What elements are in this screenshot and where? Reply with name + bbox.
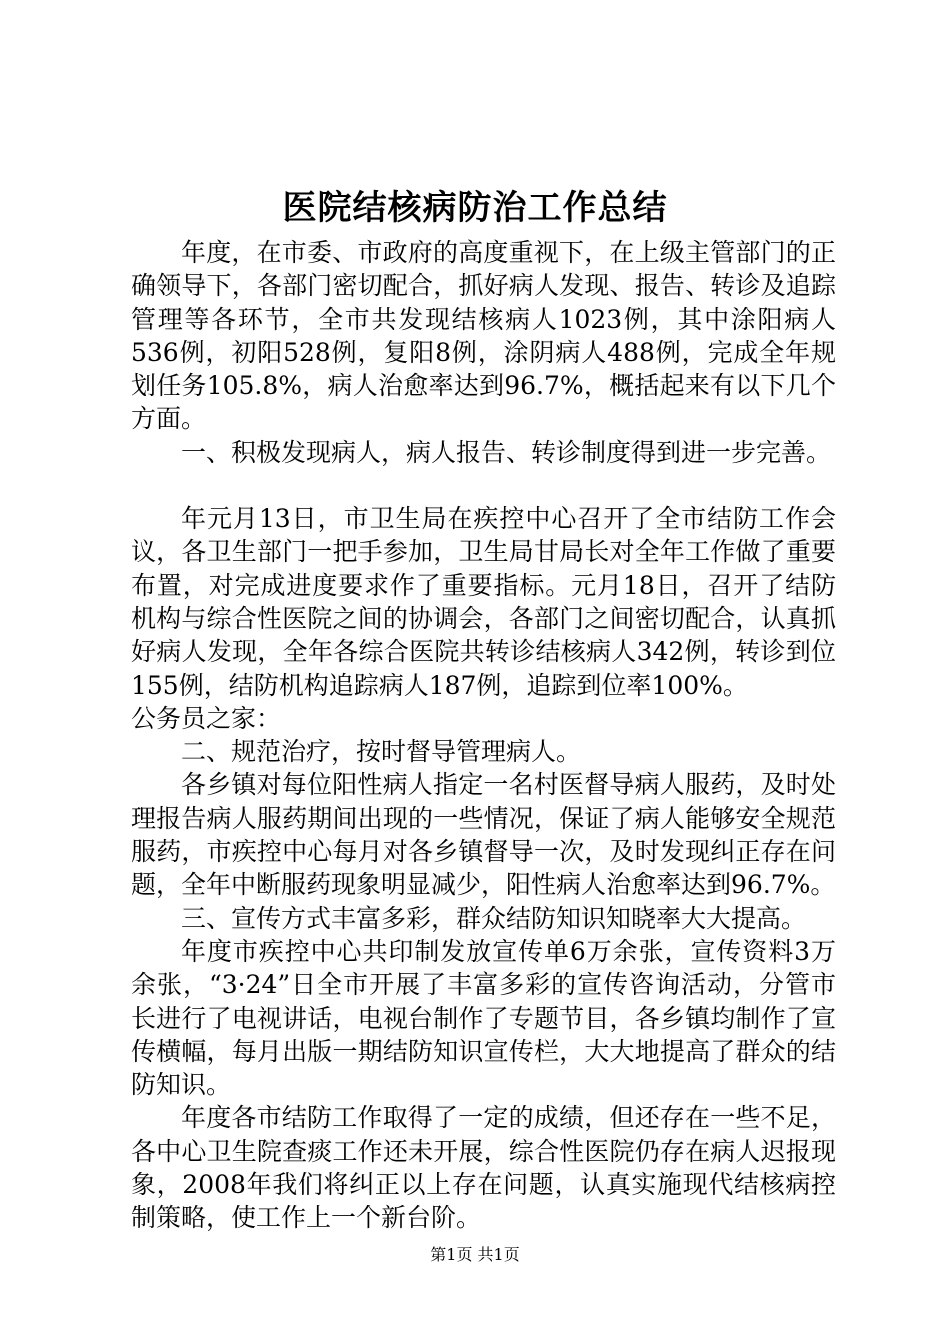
- section-heading-1: 一、积极发现病人，病人报告、转诊制度得到进一步完善。: [181, 437, 832, 467]
- paragraph-note: 公务员之家：: [131, 703, 282, 733]
- paragraph-section-3: 年度市疾控中心共印制发放宣传单6万余张，宣传资料3万余张，“3·24”日全市开展了丰富多彩的宣传咨询活动，分管市长进行了电视讲话，电视台制作了专题节目，各乡镇均制作了宣传横幅，每月出版一期结防知识宣传栏，大大地提高了群众的结防知识。: [131, 936, 836, 1100]
- paragraph-section-2: 各乡镇对每位阳性病人指定一名村医督导病人服药，及时处理报告病人服药期间出现的一些情况，保证了病人能够安全规范服药，市疾控中心每月对各乡镇督导一次，及时发现纠正存在问题，全年中断服药现象明显减少，阳性病人治愈率达到96.7%。: [131, 770, 836, 900]
- paragraph-section-1: 年元月13日，市卫生局在疾控中心召开了全市结防工作会议，各卫生部门一把手参加，卫生局甘局长对全年工作做了重要布置，对完成进度要求作了重要指标。元月18日，召开了结防机构与综合性医院之间的协调会，各部门之间密切配合，认真抓好病人发现，全年各综合医院共转诊结核病人342例，转诊到位155例，结防机构追踪病人187例，追踪到位率100%。: [131, 504, 836, 700]
- section-heading-2: 二、规范治疗，按时督导管理病人。: [181, 737, 582, 767]
- paragraph-conclusion: 年度各市结防工作取得了一定的成绩，但还存在一些不足，各中心卫生院查痰工作还未开展，综合性医院仍存在病人迟报现象，2008年我们将纠正以上存在问题，认真实施现代结核病控制策略，使工作上一个新台阶。: [131, 1103, 836, 1233]
- document-body: [131, 236, 836, 1235]
- page-footer: 第1页 共1页: [430, 1245, 520, 1264]
- document-title: 医院结核病防治工作总结: [282, 188, 668, 228]
- paragraph-intro: 年度，在市委、市政府的高度重视下，在上级主管部门的正确领导下，各部门密切配合，抓好病人发现、报告、转诊及追踪管理等各环节，全市共发现结核病人1023例，其中涂阳病人536例，初阳528例，复阳8例，涂阴病人488例，完成全年规划任务105.8%，病人治愈率达到96.7%，概括起来有以下几个方面。: [131, 238, 836, 434]
- section-heading-3: 三、宣传方式丰富多彩，群众结防知识知晓率大大提高。: [181, 903, 807, 933]
